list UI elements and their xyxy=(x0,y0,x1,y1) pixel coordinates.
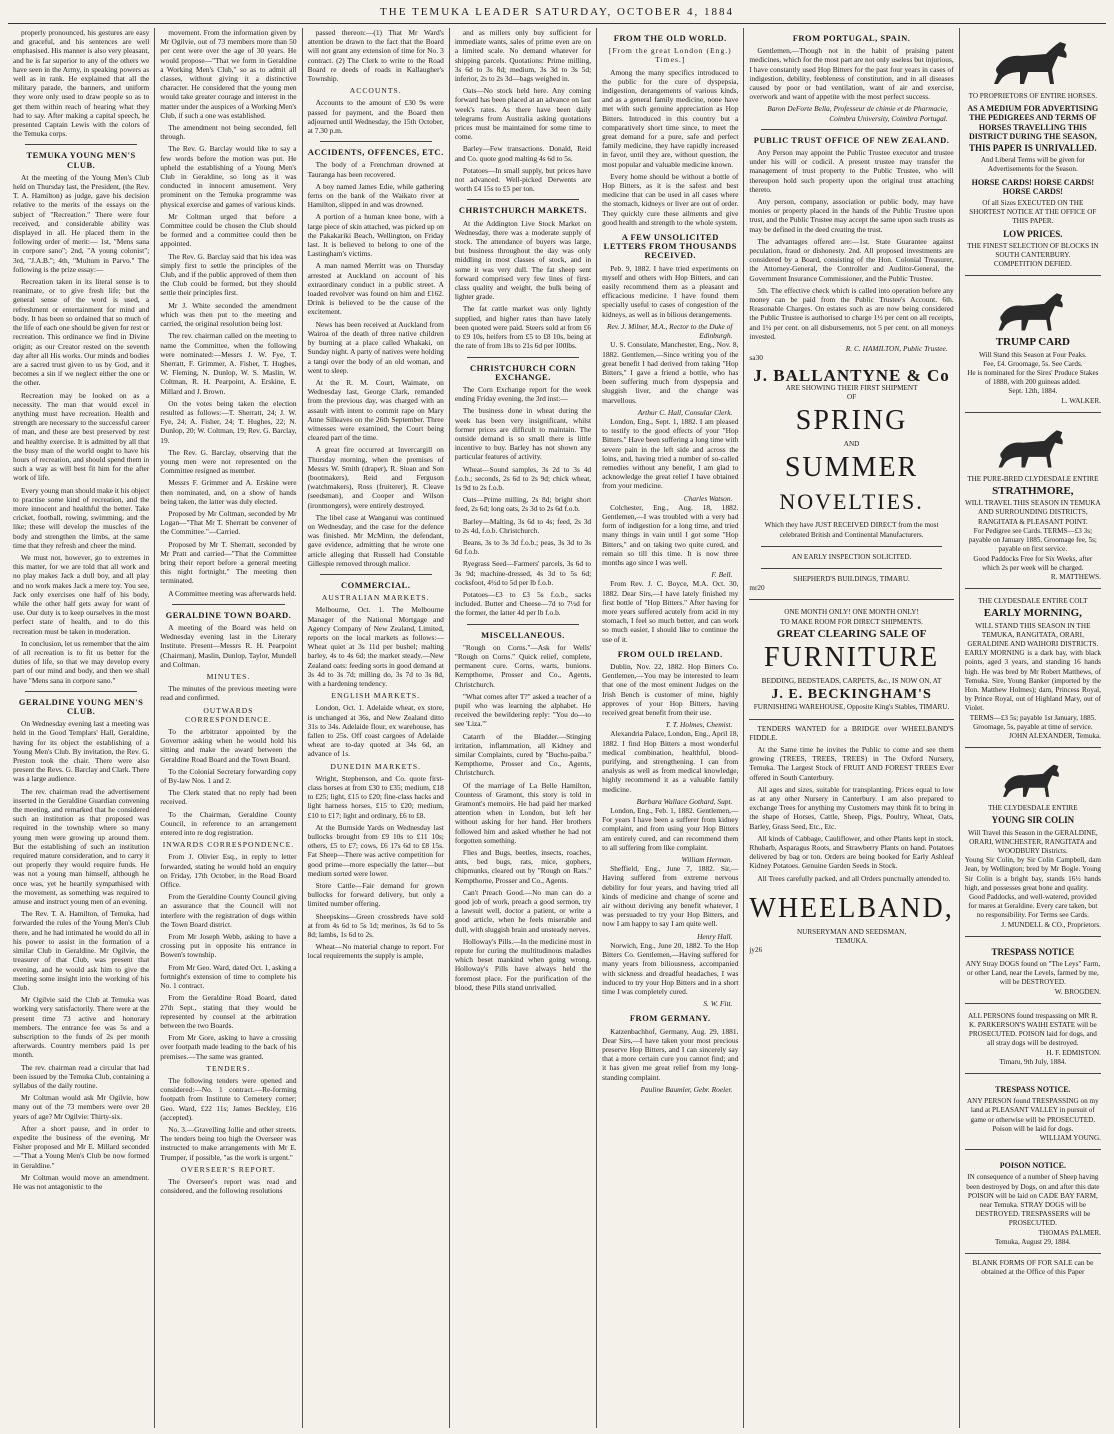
headline-accidents: ACCIDENTS, OFFENCES, ETC. xyxy=(307,147,444,158)
paragraph: 5th. The effective check which is called into operation before any money can be paid from the Public Trustee's Account. 6th. Reasonable Charges. On estates such as are now being considered the Public Trustee is authorised to charge 1½ per cent on all receipts, and 1¼ per cent. on all disbursements, not 5 per cent. on all moneys invested. xyxy=(749,285,954,341)
paragraph: A Committee meeting was afterwards held. xyxy=(168,588,297,598)
ad-text: THE FINEST SELECTION OF BLOCKS IN SOUTH CANTERBURY. xyxy=(967,241,1099,260)
paragraph: Oats—Prime milling, 2s 8d; bright short feed, 2s 6d; long oats, 2s 3d to 2s 6d f.o.b. xyxy=(454,495,592,514)
ad-trespass-brogden xyxy=(965,941,1101,1004)
ad-title: THE PURE-BRED CLYDESDALE ENTIRE xyxy=(967,474,1099,483)
paragraph: All ages and sizes, suitable for transplanting. Prices equal to low as at any other Nursery in Canterbury. I am also prepared to exchange Trees for anything my Customers may think fit to bring in the shape of Horses, Cattle, Sheep, Pigs, Poultry, Wheat, Oats, Barley, Grass Seed, Etc., Etc. xyxy=(749,784,954,831)
divider xyxy=(467,624,579,625)
column-7 xyxy=(960,28,1106,1428)
paragraph: At the Same time he invites the Public to come and see them growing (TREES, TREES, TREES) in The Oxford Nursery, Temuka. The Largest Stock of FRUIT AND FOREST TREES Ever offered in South Canterbury. xyxy=(749,744,954,782)
ad-text: ANY Stray DOGS found on "The Leys" Farm, or other Land, near the Levels, farmed by me, will be DESTROYED. xyxy=(965,960,1101,987)
ad-text: Which they have JUST RECEIVED DIRECT from the most celebrated British and Continental Manufacturers. xyxy=(764,521,939,539)
paragraph: Potatoes—In small supply, but prices have not advanced. Well-picked Derwents are worth £4 15s to £5 per ton. xyxy=(454,165,592,194)
paragraph: All kinds of Cabbage, Cauliflower, and other Plants kept in stock. Rhubarb, Asparagus Roots, and Strawberry Plants on hand. Potatoes delivered by bag or ton. Orders are being booked for Early Ashleaf Kidney Potatoes. Genuine Garden Seeds in Stock. xyxy=(749,833,954,871)
masthead: THE TEMUKA LEADER SATURDAY, OCTOBER 4, 1884 xyxy=(8,6,1106,24)
signature: Pauline Baumler, Gebr. Roeler. xyxy=(640,1084,733,1094)
paragraph: At the Addington Live Stock Market on Wednesday, there was a moderate supply of stock. The attendance of buyers was large, but business throughout the day was only middling in most classes of stock, and in some it was very dull. The fat sheep sent forward comprised very few lines of first-class quality and weight, the bulk being of lighter grade. xyxy=(454,218,592,302)
paragraph: A boy named James Edie, while gathering ferns on the bank of the Waikato river at Hamilton, slipped in and was drowned. xyxy=(307,181,444,210)
paragraph: properly pronounced, his gestures are easy and graceful, and his sentences are well emphasised. His manner is also very pleasant, and he is far superior to any of the others we have seen in the Army, in speaking powers as well as in rank. He explained that all the military parade, the banners, and uniform they wore only used to draw people so as to get them within reach of hearing what they had to say. After making a capital speech, he presented Captain Lewis with the colors of the Temuka corps. xyxy=(13,28,150,139)
ad-spring: SPRING xyxy=(795,405,908,437)
ad-title: THE CLYDESDALE ENTIRE xyxy=(988,804,1078,813)
signature: Charles Watson. xyxy=(683,493,733,503)
ad-text: IN consequence of a number of Sheep having been destroyed by Dogs, on and after this date POISON will be laid on CADE BAY FARM, near Temuka. STRAY DOGS will be DESTROYED. TRESPASSERS will be PROSECUTED. xyxy=(966,1173,1100,1228)
paragraph: Ryegrass Seed—Farmers' parcels, 3s 6d to 3s 9d; machine-dressed, 4s 3d to 5s 6d; cocksfoot, 4½d to 5d per lb f.o.b. xyxy=(454,559,592,587)
ad-trespass-waihi xyxy=(965,1008,1101,1074)
ad-text: ONE MONTH ONLY! ONE MONTH ONLY! xyxy=(784,608,919,617)
paragraph: The Rev. G. Barclay, observing that the young men were not represented on the Committee resigned as member. xyxy=(160,447,297,476)
paragraph: A portion of a human knee bone, with a large piece of skin attached, was picked up on the Pakakariki Beach, Wellington, on Friday last. It is believed to belong to one of the Lastingham's victims. xyxy=(307,212,444,259)
paragraph: Catarrh of the Bladder.—Stinging irritation, inflammation, all Kidney and similar Complaints, cured by "Buchu-paiba." Kempthorne, Prosser and Co., Agents, Christchurch. xyxy=(454,731,592,778)
paragraph: The body of a Frenchman drowned at Tauranga has been recovered. xyxy=(307,160,444,179)
ad-horse-name: STRATHMORE, xyxy=(992,485,1074,498)
signature: Barbara Wallace Gothard, Supt. xyxy=(636,796,733,806)
paragraph: Wright, Stephenson, and Co. quote first-class horses at from £30 to £35; medium, £18 to £25; light, £15 to £20; fine-class hacks and light harness horses, £15 to £20; medium, £10 to £17; light and ordinary, £6 to £8. xyxy=(307,773,444,820)
paragraph: We must not, however, go to extremes in this matter, for we are told that all work and no play makes Jack a dull boy, and all play and no work makes Jack a mere toy. You see, Jack only exercises one half of his body, while the other half gets away for want of use. Our duty is to keep ourselves in the most perfect state of health, and to do this recreation must be taken in moderation. xyxy=(13,552,150,636)
divider xyxy=(25,691,137,692)
ad-novelties: NOVELTIES. xyxy=(779,489,924,515)
ad-text: ANY PERSON found TRESPASSING on my land at PLEASANT VALLEY in pursuit of game or otherwise will be PROSECUTED. Poison will be laid for dogs. xyxy=(966,1097,1099,1133)
divider xyxy=(467,357,579,358)
paragraph: After a short pause, and in order to expedite the business of the evening, Mr Fisher proposed and Mr E. Millard seconded—"That a Young Men's Club be now formed in Geraldine." xyxy=(13,1123,150,1170)
paragraph: At the R. M. Court, Waimate, on Wednesday last, George Clark, remanded from the previous day, was charged with an assault with intent to commit rape on Mary Anne Silleaves on the 26th September. Three witnesses were examined, the Court being cleared part of the time. xyxy=(307,377,444,443)
paragraph: Proposed by Mr T. Sherratt, seconded by Mr Pratt and carried—"That the Committee bring their report before a general meeting this night fortnight." The meeting then terminated. xyxy=(160,539,297,586)
ad-horse-name: YOUNG SIR COLIN xyxy=(991,815,1075,826)
ad-horse-name: EARLY MORNING, xyxy=(983,607,1082,620)
column-3 xyxy=(303,28,450,1428)
subheading-english-markets: ENGLISH MARKETS. xyxy=(331,691,420,701)
ad-signature: R. MATTHEWS. xyxy=(1050,572,1101,581)
ad-code: mr20 xyxy=(749,584,765,593)
subheading-overseer: OVERSEER'S REPORT. xyxy=(181,1164,276,1174)
ad-text: AN EARLY INSPECTION SOLICITED. xyxy=(791,552,912,561)
paragraph: The Overseer's report was read and considered, and the following resolutions xyxy=(160,1176,297,1196)
paragraph: Mr Ogilvie said the Club at Temuka was working very satisfactorily. There were at the present time 73 active and honorary members. The entrance fee was 5s and a subscription to the funds of 2s per month afterwards. Country members paid 1s per month. xyxy=(13,995,150,1060)
paragraph: In conclusion, let us remember that the aim of all recreation is to fit us better for the duties of life, so that we may develop every part of our mind and body, and then we shall have "Mens sana in corpore sano." xyxy=(13,638,150,685)
ad-text: Will Travel this Season in the GERALDINE, ORARI, WINCHESTER, RANGITATA and WOODBURY Districts. xyxy=(968,828,1098,855)
ad-text: BEDDING, BEDSTEADS, CARPETS, &c., IS NOW ON, AT xyxy=(761,676,942,685)
column-1 xyxy=(8,28,155,1428)
subheading-minutes: MINUTES. xyxy=(206,672,251,681)
paragraph: Barley—Few transactions. Donald, Reid and Co. quote good malting 4s 6d to 5s. xyxy=(454,144,592,163)
paragraph: Messrs F. Grimmer and A. Erskine were then nominated, and, on a show of hands being taken, the latter was duly elected. xyxy=(160,478,297,506)
paragraph: and as millers only buy sufficient for immediate wants, sales of prime even are on a limited scale. No demand whatever for shipping parcels. Quotations: Prime milling, 3s 6d to 3s 8d; medium, 3s 3d to 3s 5d; inferior, 2s to 2s 3d—bags weighed in. xyxy=(454,28,592,84)
paragraph: The Rev. G. Barclay would like to say a few words before the motion was put. He upheld the establishing of a Young Men's Club in Geraldine, so long as it was conducted in innocent amusement. Very prominent on the Temuka programme was physical exercise and games of various kinds. xyxy=(160,144,297,209)
paragraph: News has been received at Auckland from Wairoa of the death of three native children by burning at a place called Whakaki, on Sunday night. A party of natives were holding a tangi over the body of an old woman, and went to sleep. xyxy=(307,319,444,375)
ad-signature: WILLIAM YOUNG. xyxy=(1039,1134,1101,1143)
ad-title: TRUMP CARD xyxy=(995,336,1070,349)
paragraph: To the Chairman, Geraldine County Council, in reference to an arrangement entered into re dog registration. xyxy=(160,809,297,838)
paragraph: London, Eng., Sept. 1, 1882. I am pleased to testify to the good effects of your "Hop Bitters." Have been suffering a long time with severe pain in the left side and across the loins, and, having tried a number of so-called remedies without any benefit, I am glad to acknowledge the great relief I have obtained from your medicine. xyxy=(602,416,739,491)
paragraph: The rev. chairman called on the meeting to name the Committee, when the following were nominated:—Messrs J. W. Fye, T. Sherratt, F. Grimmer, A. Fisher, T. Hughes, W. Fleming, N. Dunlop, W. S. Maslin, W. Coltman, R. H. Pearpoint, A. Erskine, E. Millard and J. Brown. xyxy=(160,331,297,396)
ad-text: THIS PAPER IS UNRIVALLED. xyxy=(968,143,1097,154)
paragraph: Of the marriage of La Belle Hamilton, Countess of Gramont, this story is told in Gramont's memoirs. He had paid her marked attention when in London, but left her without asking for her hand. Her brothers followed him and asked whether he had not forgotten something. xyxy=(454,780,592,845)
paragraph: Flies and Bugs, beetles, insects, roaches, ants, bed bugs, rats, mice, gophers, chipmunks, cleared out by "Rough on Rats." Kempthorne, Prosser and Co., Agents. xyxy=(454,848,592,885)
ad-text: EARLY MORNING is a dark bay, with black points, aged 3 years, and standing 16 hands high. He was bred by Mr Robert Matthews, of Temuka. Sire, Young Banker (imported by the Hon. Matthew Holmes); dam, Princess Royal, by Prince Royal, out of Highland Mary, out of Violet. xyxy=(964,649,1101,713)
ad-signature: JOHN ALEXANDER, Temuka. xyxy=(1008,731,1101,740)
headline-corn-exchange: CHRISTCHURCH CORN EXCHANGE. xyxy=(469,362,576,382)
paragraph: The business done in wheat during the week has been very insignificant, whilst former prices are difficult to maintain. The outside demand is so small there is little incentive to buy. Barley has not shown any particular features of activity. xyxy=(454,406,592,462)
paragraph: The Corn Exchange report for the week ending Friday evening, the 3rd inst:— xyxy=(454,384,592,404)
ad-trump-card xyxy=(965,280,1101,412)
paragraph: Beans, 3s to 3s 3d f.o.b.; peas, 3s 3d to 3s 6d f.o.b. xyxy=(454,537,592,557)
subheading-inwards: INWARDS CORRESPONDENCE. xyxy=(162,840,295,850)
divider xyxy=(25,144,137,145)
subheading-tenders: TENDERS. xyxy=(206,1063,251,1073)
paragraph: To the arbitrator appointed by the Governor asking when he would hold his sitting and make the award between the Geraldine Road Board and the Town Board. xyxy=(160,727,297,764)
horse-icon xyxy=(993,288,1073,334)
paragraph: The Rev. G. Barclay said that his idea was simply first to settle the principles of the Club, and if the public approved of them then the Club could be formed, but they should settle their principles first. xyxy=(160,251,297,298)
ad-text: COMPETITION DEFIED. xyxy=(993,260,1072,269)
paragraph: Any person, company, association or public body, may have monies or property placed in the hands of the Public Trustee upon trust, and the Public Trustee may accept the same upon such trusts as may be defined in the deed creating the trust. xyxy=(749,197,954,234)
ad-text: FURNISHING WAREHOUSE, Opposite King's Stables, TIMARU. xyxy=(753,703,950,712)
paragraph: Wheat—Sound samples, 3s 2d to 3s 4d f.o.b.; seconds, 2s 6d to 2s 9d; chick wheat, 1s 9d to 2s f.o.b. xyxy=(454,464,592,492)
paragraph: At the Burnside Yards on Wednesday last bullocks brought from £9 10s to £11 10s; others, £5 to £7; cows, £6 17s 6d to £8 15s. Fat Sheep—There was active competition for good prime—more especially the latter—but medium sorted were lower. xyxy=(307,822,444,878)
paragraph: Dublin, Nov. 22, 1882. Hop Bitters Co. Gentlemen,—You may be interested to learn that one of the most eminent Judges on the Irish Bench is customer of mine, highly approves of your Hop Bitters, having received great benefit from their use. xyxy=(602,662,739,718)
paragraph: The rev. chairman read a circular that had been issued by the Temuka Club, containing a syllabus of the daily routine. xyxy=(13,1062,150,1090)
paragraph: Every young man should make it his object to practise some kind of recreation, and the more innocent and healthful the better. Take cricket, football, rowing, swimming, and the like; these will develop the muscles of the body and strengthen the limbs, at the same time that they refresh and cheer the mind. xyxy=(13,485,150,550)
ad-early-morning xyxy=(965,593,1101,748)
paragraph: The Clerk stated that no reply had been received. xyxy=(160,788,297,807)
ad-signature: L. WALKER. xyxy=(1061,396,1101,405)
signature: Baron DeForte Bella, Professeur de chimie et de Pharmacie, Coimbra University, Coimbra Portugal. xyxy=(767,104,948,123)
paragraph: A man named Merritt was on Thursday arrested at Auckland on account of his extraordinary conduct in a public street. A loaded revolver was found on him and £162. Drink is believed to be the cause of the excitement. xyxy=(307,261,444,317)
ad-code: jy26 xyxy=(749,946,763,955)
signature: R. C. HAMILTON, Public Trustee. xyxy=(845,344,948,354)
headline-christchurch-markets: CHRISTCHURCH MARKETS. xyxy=(458,205,588,216)
horse-icon xyxy=(988,36,1078,88)
paragraph: passed thereon:—(1) That Mr Ward's attention be drawn to the fact that the Board will not grant any extension of time for No. 3 contract. (2) The Clerk to write to the Road Board re deeds of roads in Kallaugher's Township. xyxy=(307,28,444,84)
paragraph: Potatoes—£3 to £3 5s f.o.b., sacks included. Butter and Cheese—7d to 7½d for the former, the latter 4d per lb f.o.b. xyxy=(454,589,592,618)
paragraph: Sheffield, Eng., June 7, 1882. Sir,—Having suffered from extreme nervous debility for four years, and having tried all kinds of medicine and change of scene and air without deriving any benefit whatever, I was persuaded to try your Hop Bitters, and now I am happy to say I am quite well. xyxy=(602,864,739,929)
paragraph: The advantages offered are:—1st. State Guarantee against peculation, fraud or dishonesty. 2nd. All proposed investments are considered by a Board, consisting of the Hon. Colonial Treasurer, the Attorney-General, the Controller and Auditor-General, the Government Insurance Commissioner, and the Public Trustee. xyxy=(749,236,954,283)
ad-signature: W. BROGDEN. xyxy=(1054,987,1101,996)
paragraph: London, Eng., Feb. 1, 1882. Gentlemen,—For years I have been a sufferer from kidney complaint, and from using your Hop Bitters am entirely cured, and can recommend them to all suffering from like complaint. xyxy=(602,806,739,852)
paragraph: Sheepskins—Green crossbreds have sold at from 4s 6d to 5s 1d; merinos, 3s 6d to 5s 8d; lambs, 1s 6d to 2s. xyxy=(307,911,444,940)
divider xyxy=(467,199,579,200)
paragraph: Mr Coltman would move an amendment. He was not antagonistic to the xyxy=(13,1172,150,1191)
divider xyxy=(761,129,941,130)
ad-text: And Liberal Terms will be given for Advertisements for the Season. xyxy=(980,156,1085,174)
paragraph: From J. Olivier Esq., in reply to letter forwarded, stating he would hold an enquiry on Friday, 17th October, in the Road Board Office. xyxy=(160,852,297,890)
paragraph: Can't Preach Good.—No man can do a good job of work, preach a good sermon, try a lawsuit well, doctor a patient, or write a good article, when he feels miserable and dull, with sluggish brain and unsteady nerves. xyxy=(454,887,592,934)
subheading-accounts: ACCOUNTS. xyxy=(349,86,402,96)
ad-text: AS A MEDIUM FOR ADVERTISING THE PEDIGREES AND TERMS OF HORSES TRAVELLING THIS DISTRICT DURING THE SEASON, xyxy=(967,104,1099,141)
paragraph: "Rough on Corns."—Ask for Wells' "Rough on Corns." Quick relief, complete, permanent cure. Corns, warts, bunions. Kempthorne, Prosser and Co., Agents, Christchurch. xyxy=(454,642,592,689)
ad-poison-notice xyxy=(965,1154,1101,1254)
headline-town-board: GERALDINE TOWN BOARD. xyxy=(165,609,292,620)
ad-date: Temuka, August 29, 1884. xyxy=(994,1237,1071,1246)
column-5 xyxy=(597,28,744,1428)
ad-text: He is nominated for the Sires' Produce Stakes of 1888, with 200 guineas added. xyxy=(967,369,1099,387)
ad-text: WILL TRAVEL THIS SEASON IN TEMUKA AND SURROUNDING DISTRICTS, RANGITATA & PLEASANT POINT. xyxy=(964,499,1101,526)
signature: T. T. Holmes, Chemist. xyxy=(665,720,733,730)
ad-date: Sept. 12th, 1884. xyxy=(1008,387,1058,396)
ad-text: HORSE CARDS! HORSE CARDS! HORSE CARDS! xyxy=(971,177,1095,196)
signature: William Herman. xyxy=(681,855,733,865)
paragraph: All Trees carefully packed, and all Orders punctually attended to. xyxy=(757,873,951,883)
paragraph: On Wednesday evening last a meeting was held in the Good Templars' Hall, Geraldine, having for its object the establishing of a Young Men's Club. By invitation, the Rev. G. Preston took the chair. There were also present the Revs. G. Barclay and Clark. There was a large audience. xyxy=(13,719,150,784)
paragraph: The following tenders were opened and considered:—No. 1 contract.—Re-forming footpath from Institute to Cemetery corner; Geo. Ward, £22 11s; James Beckley, £16 (accepted). xyxy=(160,1075,297,1122)
subheading-australian-markets: AUSTRALIAN MARKETS. xyxy=(321,593,430,603)
ad-date: Timaru, 9th July, 1884. xyxy=(999,1057,1067,1066)
paragraph: Wheat—No material change to report. For local requirements the supply is ample, xyxy=(307,942,444,961)
paragraph: Every home should be without a bottle of Hop Bitters, as it is the safest and best medicine that can be used in all cases where the stomach, kidneys or liver are out of order. They quickly cure these ailments and give good health and strength to the whole system. xyxy=(602,171,739,227)
headline-germany: FROM GERMANY. xyxy=(629,1013,711,1024)
subheading-source: [From the great London (Eng.) Times.] xyxy=(608,46,732,65)
ad-title: TRESPASS NOTICE xyxy=(991,946,1075,957)
ad-ballantyne xyxy=(749,363,953,601)
paragraph: Store Cattle—Fair demand for grown bullocks for forward delivery, but only a limited number offering. xyxy=(307,881,444,909)
ad-text: TEMUKA. xyxy=(835,937,868,945)
ad-blank-forms: BLANK FORMS OF FOR SALE can be obtained at the Office of this Paper xyxy=(972,1258,1094,1277)
ad-ballantyne-name: J. BALLANTYNE & Co xyxy=(753,365,950,385)
headline-commercial: COMMERCIAL. xyxy=(340,579,411,590)
ad-text: TO PROPRIETORS OF ENTIRE HORSES. xyxy=(968,92,1098,100)
paragraph: At the meeting of the Young Men's Club held on Thursday last, the President, (the Rev. T. A. Hamilton) as judge, gave his decision relative to the merits of the essays on the subject of "Recreation." There were four received, and considerable ability was displayed in all. He placed them in the following order of merit:— 1st, "Mens sana in corpore sano"; 2nd, "A young colonist"; 3rd, "J.A.B."; 4th, "Multum in Parvo." The following is the prize essay:— xyxy=(13,172,150,274)
subheading-dunedin-markets: DUNEDIN MARKETS. xyxy=(330,761,422,771)
ad-young-sir-colin xyxy=(965,752,1101,937)
horse-icon xyxy=(998,760,1068,800)
paragraph: Barley—Malting, 3s 6d to 4s; feed, 2s 3d to 2s 4d, f.o.b. Christchurch. xyxy=(454,516,592,535)
paragraph: From Mr Geo. Ward, dated Oct. 1, asking a fortnight's extension of time to complete his No. 1 contract. xyxy=(160,962,297,991)
paragraph: Holloway's Pills.—In the medicine most in repute for curing the multitudinous maladies which beset mankind when going wrong. Holloway's Pills have always held the foremost place. For the purification of the blood, these Pills stand unrivalled. xyxy=(454,936,592,992)
paragraph: TENDERS WANTED for a BRIDGE over WHEELBAND'S FIDDLE. xyxy=(749,723,954,742)
ad-text: Good Paddocks Free for Six Weeks, after which 2s per week will be charged. xyxy=(973,554,1093,572)
paragraph: The libel case at Wanganui was continued on Wednesday, and the case for the defence was finished. Mr McMinn, the defendant, gave evidence, admitting that he wrote one article alleging that Russell had Constable Gillespie removed through malice. xyxy=(307,512,444,568)
horse-icon xyxy=(993,425,1073,471)
ad-text: SHEPHERD'S BUILDINGS, TIMARU. xyxy=(793,574,910,583)
ad-furniture: FURNITURE xyxy=(763,641,940,673)
column-6 xyxy=(744,28,959,1428)
ad-text: For Pedigree see Cards. TERMS—£3 3s; payable on January 1885. Groomage fee, 5s; payable on first service. xyxy=(968,526,1097,554)
divider xyxy=(172,604,284,605)
ad-title: TRESPASS NOTICE. xyxy=(995,1085,1071,1095)
headline-miscellaneous: MISCELLANEOUS. xyxy=(481,629,565,640)
paragraph: A meeting of the Board was held on Wednesday evening last in the Literary Institute. Present—Messrs R. H. Pearpoint (Chairman), Maslin, Dunlop, Taylor, Mundell and Coltman. xyxy=(160,622,297,669)
divider xyxy=(320,141,432,142)
paragraph: Any Person may appoint the Public Trustee executor and trustee under his will or codicil. A present trustee may transfer the management of trust property to the Public Trustee, who will thereupon hold such property upon the original trust attaching thereto. xyxy=(749,148,954,194)
ad-text: ARE SHOWING THEIR FIRST SHIPMENT xyxy=(785,383,918,392)
ad-text: TERMS—£3 5s; payable 1st January, 1885. Groomage, 5s, payable at time of service. xyxy=(969,713,1096,731)
ad-wheelband xyxy=(749,886,953,962)
ad-trespass-young xyxy=(965,1078,1101,1150)
paragraph: movement. From the information given by Mr Ogilvie, out of 73 members more than 50 per cent were over the age of 30 years. He would propose—"That we form in Geraldine a Working Men's Club," so as to admit all classes, without giving it a distinctive character. He considered that the young men would take greater courage and interest in the matter under the auspices of a Working Men's Club, if such a one was established. xyxy=(160,28,297,120)
paragraph: Mr J. White seconded the amendment which was then put to the meeting and carried, the original resolution being lost. xyxy=(160,300,297,329)
paragraph: On the votes being taken the election resulted as follows:—T. Sherratt, 24; J. W. Fye, 24; A. Fisher, 24; T. Hughes, 22; N. Dunlop, 20; W. Coltman, 19; Rev. G. Barclay, 19. xyxy=(160,398,297,445)
paragraph: Peb. 9, 1882. I have tried experiments on myself and others with Hop Bitters, and can easily recommend them as a pleasant and efficacious medicine. I have found them specially useful to cases of congestion of the kidneys, as well as in bilious derangements. xyxy=(602,263,739,319)
ad-text: Good Paddocks, and well-watered, provided for mares at Geraldine. Every care taken, but no responsibility. For Terms see Cards. xyxy=(968,892,1098,920)
paragraph: "What comes after T?" asked a teacher of a pupil who was learning the alphabet. He received the bewildering reply: "You do—to see 'Liza.'" xyxy=(454,691,592,729)
columns xyxy=(8,28,1106,1428)
ad-text: GREAT CLEARING SALE OF xyxy=(776,627,927,640)
ad-summer: SUMMER xyxy=(784,452,919,484)
ad-beckingham xyxy=(749,604,953,719)
paragraph: Katzenbachhof, Germany, Aug. 29, 1881. Dear Sirs,—I have taken your most precious preserve Hop Bitters, and I can sincerely say that a more certain cure you cannot find; and it has given me great relief from my long-standing complaint. xyxy=(602,1026,739,1082)
paragraph: From Mr Joseph Webb, asking to have a crossing put in opposite his entrance in Bowen's township. xyxy=(160,932,297,960)
divider xyxy=(761,546,941,547)
signature: Arthur C. Hall, Consular Clerk. xyxy=(637,407,733,417)
paragraph: The fat cattle market was only lightly supplied, and higher rates than have lately been quoted were paid. Steers sold at from £6 to £9 10s, heifers from £5 to £8 10s, being at the rate of from 18s to 21s 6d per 100lbs. xyxy=(454,304,592,351)
signature: S. W. Fitt. xyxy=(703,999,733,1009)
signature: F. Bell. xyxy=(711,570,733,580)
ad-title: THE CLYDESDALE ENTIRE COLT xyxy=(978,597,1088,606)
ad-text: TO MAKE ROOM FOR DIRECT SHIPMENTS. xyxy=(780,617,923,626)
headline-temuka-club: TEMUKA YOUNG MEN'S CLUB. xyxy=(26,150,136,170)
ad-text: LOW PRICES. xyxy=(1003,228,1063,239)
signature: Rev. J. Milner, M.A., Rector to the Duke of Edinburgh. xyxy=(606,321,733,341)
ad-text: OF xyxy=(846,392,857,401)
paragraph: The minutes of the previous meeting were read and confirmed. xyxy=(160,684,297,703)
paragraph: Mr Coltman would ask Mr Ogilvie, how many out of the 73 members were over 20 years of age? Mr Ogilvie: Thirty-six. xyxy=(13,1093,150,1121)
ad-text: WILL STAND THIS SEASON IN THE TEMUKA, RANGITATA, ORARI, GERALDINE AND WAIHORI DISTRICTS. xyxy=(967,621,1099,648)
paragraph: The amendment not being seconded, fell through. xyxy=(160,123,297,142)
paragraph: Proposed by Mr Coltman, seconded by Mr Logan—"That Mr T. Sherratt be convener of the Committee."—Carried. xyxy=(160,508,297,537)
ad-signature: THOMAS PALMER. xyxy=(1038,1228,1101,1237)
subheading-outwards: OUTWARDS CORRESPONDENCE. xyxy=(184,705,272,724)
paragraph: A great fire occurred at Invercargill on Thursday morning, when the premises of Messrs W. Smith (draper), R. Sloan and Son (bootmakers), Reid and Ferguson (watchmakers), Ross (fruiterer), R. Cleave (seedsman), and Cooper and Wilson (ironmongers), were entirely destroyed. xyxy=(307,445,444,510)
paragraph: Melbourne, Oct. 1. The Melbourne Manager of the National Mortgage and Agency Company of New Zealand, Limited, reports on the local markets as follows:—Wheat quiet at 3s 11d per bushel; malting barley, 4s to 4s 6d; the market steady.—New Zealand oats: feeding sorts in good demand at 3s 4d to 3s 7d; milling do, 3s 7d to 3s 8d, with a hardening tendency. xyxy=(307,605,444,688)
ad-text: Will Stand this Season at Four Peaks. xyxy=(978,350,1087,359)
headline-letters: A FEW UNSOLICITED LETTERS FROM THOUSANDS RECEIVED. xyxy=(603,232,737,261)
column-4 xyxy=(450,28,597,1428)
divider xyxy=(320,574,432,575)
ad-horse-proprietors xyxy=(965,28,1101,276)
paragraph: London, Oct. 1. Adelaide wheat, ex store, is unchanged at 36s, and New Zealand ditto 31s to 34s. Adelaide flour, ex warehouse, has fallen to 25s. Off coast cargoes of Adelaide wheat are to-day quoted at 34s 6d, an advance of 1s. xyxy=(307,703,444,759)
paragraph: Among the many specifics introduced to the public for the cure of dyspepsia, indigestion, derangements of various kinds, and as a general family medicine, none have met with such genuine appreciation as Hop Bitters. Introduced in this country but a comparatively short time since, to meet the great demand for a pure, safe and perfect family medicine, they have rapidly increased in favor, until they are, without question, the most popular and valuable medicine known. xyxy=(602,67,739,169)
headline-ireland: FROM OULD IRELAND. xyxy=(617,648,723,659)
ad-strathmore xyxy=(965,417,1101,589)
paragraph: Norwich, Eng., June 20, 1882. To the Hop Bitters Co. Gentlemen,—Having suffered for many years from biliousness, accompanied with sickness and dreadful headaches, I was induced to try your Hop Bitters and in a short time I was completely cured. xyxy=(602,940,739,996)
ad-text: Fee, £4. Groomage, 5s. See Cards. xyxy=(983,359,1083,368)
paragraph: U. S. Consulate, Manchester, Eng., Nov. 8, 1882. Gentlemen,—Since writing you of the great benefit I had derived from taking "Hop Bitters," I gave a friend a bottle, who has been suffering much from dyspepsia and sluggish liver, and the change was marvellous. xyxy=(602,340,739,405)
ad-beckingham-name: J. E. BECKINGHAM'S xyxy=(771,687,932,703)
paragraph: Colchester, Eng., Aug. 18, 1882. Gentlemen,—I was troubled with a very bad form of indigestion for a long time, and tried many things in vain until I got some "Hop Bitters," and on taking two quite cured, and remain so till this time. It is now three months ago since I was well. xyxy=(602,502,739,567)
signature: Henry Hall. xyxy=(697,931,733,941)
paragraph: No. 3.—Gravelling Jollie and other streets. The tenders being too high the Overseer was instructed to make arrangements with Mr E. Trumper, if possible, "as the work is urgent." xyxy=(160,1124,297,1162)
ad-text: Of all Sizes EXECUTED ON THE SHORTEST NOTICE AT THE OFFICE OF THIS PAPER. xyxy=(969,199,1097,226)
paragraph: Recreation may be looked on as a necessity. The man that would excel in anything must have recreation. Health and strength are necessary to the successful career of man, and these are best preserved by rest and healthy exercise. It is admitted by all that the busy man of the world ought to have his hours of recreation, and should spend them in such a way as will best fit him for the after work of life. xyxy=(13,390,150,483)
ad-title: POISON NOTICE. xyxy=(999,1161,1066,1171)
ad-text: ALL PERSONS found trespassing on MR R. K. PARKERSON'S WAIHI ESTATE will be PROSECUTED. POISON laid for dogs, and all stray dogs will be destroyed. xyxy=(967,1011,1098,1048)
ad-text: AND xyxy=(843,440,860,449)
headline-public-trust: PUBLIC TRUST OFFICE OF NEW ZEALAND. xyxy=(753,134,950,145)
headline-portugal: FROM PORTUGAL, SPAIN. xyxy=(792,33,911,43)
paragraph: Gentlemen,—Though not in the habit of praising patent medicines, which for the most part are not only useless but injurious, I have constantly used Hop Bitters for the past four years in cases of indigestion, debility, feebleness of constitution, and in all diseases caused by poor or bad ventilation, want of air and exercise, overwork and want of appetite with the most perfect success. xyxy=(749,46,954,102)
paragraph: The rev. chairman read the advertisement inserted in the Geraldine Guardian convening the meeting, and remarked that he considered such an institution as that proposed was required in the township where so many young men were growing up around them. But the establishing of such an institution required mature consideration, and to carry it out properly they would require funds. He was not a young man himself, although he once was, yet he heartily sympathised with the movement, as something was required to amuse and instruct young men of an evening. xyxy=(13,786,150,907)
ad-code: sa30 xyxy=(749,353,763,363)
paragraph: The Rev. T. A. Hamilton, of Temuka, had forwarded the rules of the Young Men's Club there, and he had intimated he would do all in his power to assist in the formation of a similar Club in Geraldine. Mr Ogilvie, the treasurer of that Club, was present that evening, and he would ask him to give the meeting some insight into the working of his Club. xyxy=(13,909,150,992)
headline-geraldine-club: GERALDINE YOUNG MEN'S CLUB. xyxy=(18,696,144,717)
ad-wheelband-name: WHEELBAND, xyxy=(749,892,954,924)
paragraph: Recreation taken in its literal sense is to reanimate, or to give fresh life; but the general sense of the word is used, a refreshment or entertainment for mind and body. It has been so ordained that so much of the life of each one should be given for rest or recreation. This ordinance we find in Divine origin; as our Creator rested on the seventh day after all His works. Our minds and bodies are a sacred trust given to us by God, and it becomes a sin if we neglect either the one or the other. xyxy=(13,277,150,388)
column-2 xyxy=(155,28,302,1428)
headline-old-world: FROM THE OLD WORLD. xyxy=(613,33,727,43)
paragraph: Accounts to the amount of £30 9s were passed for payment, and the Board then adjourned until Wednesday, the 15th October, at 7.30 p.m. xyxy=(307,98,444,136)
divider xyxy=(761,568,941,569)
ad-signature: H. F. EDMISTON. xyxy=(1046,1048,1101,1057)
paragraph: Mr Coltman urged that before a Committee could be chosen the Club should be formed and a committee could then be appointed. xyxy=(160,211,297,249)
ad-text: Young Sir Colin, by Sir Colin Campbell, dam Jean, by Wellington; bred by Mr Bogle. Young Sir Colin is a bright bay, stands 16½ hands high, and possesses great bone and quality. xyxy=(964,856,1101,892)
paragraph: From the Geraldine Road Board, dated 27th Sept., stating that they would be represented by counsel at the arbitration between the two Boards. xyxy=(160,993,297,1030)
paragraph: To the Colonial Secretary forwarding copy of By-law Nos. 1 and 2. xyxy=(160,766,297,786)
paragraph: From Rev. J. C. Boyce, M.A. Oct. 30, 1882. Dear Sirs,—I have lately finished my first bottle of "Hop Bitters." After having for more years suffered acutely from acid in my stomach, I feel so much better, and can work so much easier, I should like to continue the use of it. xyxy=(602,579,739,644)
ad-signature: J. MUNDELL & CO., Proprietors. xyxy=(1001,920,1101,929)
paragraph: From Mr Gore, asking to have a crossing over footpath made leading to the back of his premises.—The same was granted. xyxy=(160,1033,297,1061)
ad-text: NURSERYMAN AND SEEDSMAN, xyxy=(796,927,907,936)
paragraph: Alexandria Palace, London, Eng., April 18, 1882. I find Hop Bitters a most wonderful medical combination, healthful, blood-purifying, and strengthening. I can from analysis as well as from medical knowledge, highly recommend it as a valuable family medicine. xyxy=(602,729,739,794)
paragraph: Oats—No stock held here. Any coming forward has been placed at an advance on last week's rates. As there have been daily telegrams from Australia asking quotations prices must be maintained for some time to come. xyxy=(454,86,592,142)
paragraph: From the Geraldine County Council giving an assurance that the Council will not interfere with the registration of dogs within the Town Board district. xyxy=(160,892,297,929)
